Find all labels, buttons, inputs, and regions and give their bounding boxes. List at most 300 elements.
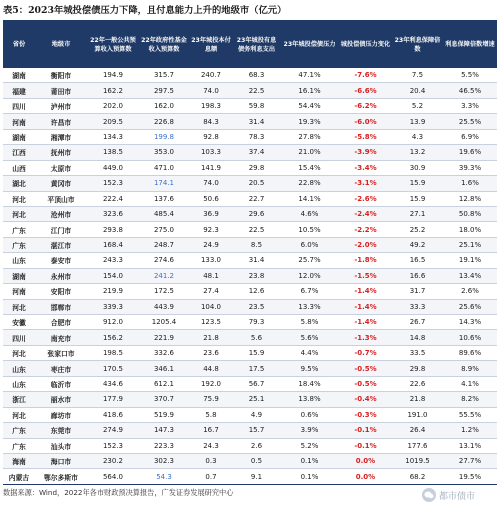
cell-coverage-growth: 19.6%	[443, 145, 497, 160]
table-row	[3, 438, 497, 453]
cell-fund-revenue: 297.5	[139, 83, 189, 98]
cell-city: 衡阳市	[35, 68, 87, 83]
cell-province: 湖北	[3, 176, 35, 191]
cell-interest-expense: 22.7	[233, 191, 280, 206]
table-row	[3, 191, 497, 206]
cell-fund-revenue: 346.1	[139, 361, 189, 376]
cell-principal-interest: 74.0	[189, 176, 233, 191]
table-title: 表5：2023年城投偿债压力下降，且付息能力上升的地级市（亿元）	[3, 5, 287, 16]
cell-interest-coverage: 1019.5	[392, 453, 443, 468]
cell-city: 丽水市	[35, 392, 87, 407]
cell-pressure-change: -0.1%	[339, 438, 392, 453]
cell-principal-interest: 23.6	[189, 345, 233, 360]
cell-city: 许昌市	[35, 114, 87, 129]
cell-principal-interest: 74.0	[189, 83, 233, 98]
cell-fund-revenue: 223.3	[139, 438, 189, 453]
cell-general-budget-revenue: 194.9	[87, 68, 139, 83]
cell-province: 山东	[3, 376, 35, 391]
cell-province: 四川	[3, 98, 35, 113]
cell-city: 黄冈市	[35, 176, 87, 191]
cell-principal-interest: 0.7	[189, 469, 233, 484]
cell-fund-revenue: 274.6	[139, 253, 189, 268]
cell-debt-pressure: 15.4%	[280, 160, 339, 175]
cell-debt-pressure: 4.6%	[280, 206, 339, 221]
cell-interest-coverage: 49.2	[392, 237, 443, 252]
cell-coverage-growth: 14.3%	[443, 315, 497, 330]
cell-city: 湛江市	[35, 237, 87, 252]
cell-principal-interest: 103.3	[189, 145, 233, 160]
cell-coverage-growth: 13.1%	[443, 438, 497, 453]
cell-pressure-change: -3.4%	[339, 160, 392, 175]
cell-province: 四川	[3, 330, 35, 345]
cell-debt-pressure: 18.4%	[280, 376, 339, 391]
cell-interest-expense: 17.5	[233, 361, 280, 376]
cell-interest-expense: 5.6	[233, 330, 280, 345]
cell-debt-pressure: 21.0%	[280, 145, 339, 160]
cell-province: 河北	[3, 206, 35, 221]
cell-principal-interest: 50.6	[189, 191, 233, 206]
cell-province: 内蒙古	[3, 469, 35, 484]
table-row	[3, 83, 497, 98]
cell-interest-coverage: 4.3	[392, 129, 443, 144]
cell-interest-coverage: 13.2	[392, 145, 443, 160]
header-city: 地级市	[35, 21, 87, 68]
cell-pressure-change: -0.5%	[339, 361, 392, 376]
cell-province: 安徽	[3, 315, 35, 330]
cell-general-budget-revenue: 168.4	[87, 237, 139, 252]
cell-interest-coverage: 68.2	[392, 469, 443, 484]
cell-interest-coverage: 31.7	[392, 284, 443, 299]
table-row	[3, 330, 497, 345]
cell-pressure-change: -0.3%	[339, 407, 392, 422]
cell-debt-pressure: 12.0%	[280, 268, 339, 283]
cell-general-budget-revenue: 202.0	[87, 98, 139, 113]
cell-general-budget-revenue: 134.3	[87, 129, 139, 144]
cell-city: 南充市	[35, 330, 87, 345]
cell-pressure-change: -6.2%	[339, 98, 392, 113]
header-interest-coverage: 23年利息保障倍数	[392, 21, 443, 68]
cell-province: 浙江	[3, 392, 35, 407]
cell-pressure-change: -7.6%	[339, 68, 392, 83]
cell-general-budget-revenue: 243.3	[87, 253, 139, 268]
cell-city: 安阳市	[35, 284, 87, 299]
cell-province: 河北	[3, 299, 35, 314]
cell-interest-coverage: 27.1	[392, 206, 443, 221]
cell-principal-interest: 24.3	[189, 438, 233, 453]
cell-general-budget-revenue: 219.9	[87, 284, 139, 299]
cell-city: 枣庄市	[35, 361, 87, 376]
cell-interest-coverage: 33.3	[392, 299, 443, 314]
cell-fund-revenue: 471.0	[139, 160, 189, 175]
cell-interest-expense: 59.8	[233, 98, 280, 113]
data-table	[3, 21, 497, 485]
cell-fund-revenue: 241.2	[139, 268, 189, 283]
wechat-logo-icon	[422, 488, 436, 502]
cell-city: 泸州市	[35, 98, 87, 113]
header-principal-interest: 23年城投本付息额	[189, 21, 233, 68]
cell-pressure-change: 0.0%	[339, 469, 392, 484]
cell-province: 湖南	[3, 129, 35, 144]
cell-city: 邯郸市	[35, 299, 87, 314]
cell-interest-coverage: 33.5	[392, 345, 443, 360]
cell-province: 山东	[3, 253, 35, 268]
cell-principal-interest: 48.1	[189, 268, 233, 283]
cell-coverage-growth: 50.8%	[443, 206, 497, 221]
cell-pressure-change: -3.9%	[339, 145, 392, 160]
cell-city: 江门市	[35, 222, 87, 237]
cell-interest-coverage: 7.5	[392, 68, 443, 83]
cell-interest-expense: 37.4	[233, 145, 280, 160]
table-row	[3, 361, 497, 376]
cell-debt-pressure: 6.7%	[280, 284, 339, 299]
cell-pressure-change: -1.4%	[339, 284, 392, 299]
cell-interest-expense: 8.5	[233, 237, 280, 252]
cell-interest-coverage: 30.9	[392, 160, 443, 175]
cell-debt-pressure: 16.1%	[280, 83, 339, 98]
table-row	[3, 392, 497, 407]
table-row	[3, 206, 497, 221]
table-row	[3, 315, 497, 330]
table-row	[3, 423, 497, 438]
cell-coverage-growth: 2.6%	[443, 284, 497, 299]
cell-province: 山东	[3, 361, 35, 376]
cell-principal-interest: 84.3	[189, 114, 233, 129]
cell-city: 平顶山市	[35, 191, 87, 206]
cell-city: 合肥市	[35, 315, 87, 330]
cell-interest-expense: 31.4	[233, 253, 280, 268]
cell-province: 福建	[3, 83, 35, 98]
cell-general-budget-revenue: 198.5	[87, 345, 139, 360]
cell-fund-revenue: 221.9	[139, 330, 189, 345]
table-row	[3, 129, 497, 144]
table-row	[3, 268, 497, 283]
cell-pressure-change: -3.1%	[339, 176, 392, 191]
cell-interest-coverage: 14.8	[392, 330, 443, 345]
cell-interest-coverage: 191.0	[392, 407, 443, 422]
cell-pressure-change: -2.2%	[339, 222, 392, 237]
cell-fund-revenue: 1205.4	[139, 315, 189, 330]
cell-fund-revenue: 519.9	[139, 407, 189, 422]
cell-pressure-change: -5.8%	[339, 129, 392, 144]
cell-coverage-growth: 27.7%	[443, 453, 497, 468]
table-row	[3, 222, 497, 237]
cell-principal-interest: 198.3	[189, 98, 233, 113]
cell-province: 河南	[3, 284, 35, 299]
header-debt-pressure: 23年城投偿债压力	[280, 21, 339, 68]
cell-fund-revenue: 226.8	[139, 114, 189, 129]
cell-principal-interest: 24.9	[189, 237, 233, 252]
cell-debt-pressure: 14.1%	[280, 191, 339, 206]
cell-pressure-change: -6.6%	[339, 83, 392, 98]
cell-debt-pressure: 10.5%	[280, 222, 339, 237]
cell-fund-revenue: 612.1	[139, 376, 189, 391]
cell-city: 太原市	[35, 160, 87, 175]
cell-debt-pressure: 5.6%	[280, 330, 339, 345]
header-pressure-change: 城投偿债压力变化	[339, 21, 392, 68]
cell-principal-interest: 133.0	[189, 253, 233, 268]
table-row	[3, 253, 497, 268]
cell-coverage-growth: 5.5%	[443, 68, 497, 83]
cell-principal-interest: 192.0	[189, 376, 233, 391]
cell-coverage-growth: 25.6%	[443, 299, 497, 314]
cell-general-budget-revenue: 154.0	[87, 268, 139, 283]
cell-interest-expense: 23.5	[233, 299, 280, 314]
header-general-budget-revenue: 22年一般公共预算收入预算数	[87, 21, 139, 68]
cell-pressure-change: 0.0%	[339, 453, 392, 468]
cell-principal-interest: 21.8	[189, 330, 233, 345]
cell-fund-revenue: 332.6	[139, 345, 189, 360]
cell-fund-revenue: 248.7	[139, 237, 189, 252]
cell-debt-pressure: 3.9%	[280, 423, 339, 438]
cell-pressure-change: -0.5%	[339, 376, 392, 391]
cell-interest-expense: 20.5	[233, 176, 280, 191]
cell-general-budget-revenue: 339.3	[87, 299, 139, 314]
cell-fund-revenue: 275.0	[139, 222, 189, 237]
cell-interest-expense: 9.1	[233, 469, 280, 484]
table-row	[3, 284, 497, 299]
cell-fund-revenue: 162.0	[139, 98, 189, 113]
cell-pressure-change: -0.4%	[339, 392, 392, 407]
cell-fund-revenue: 174.1	[139, 176, 189, 191]
cell-principal-interest: 44.8	[189, 361, 233, 376]
cell-interest-expense: 15.9	[233, 345, 280, 360]
table-row	[3, 453, 497, 468]
cell-interest-expense: 23.8	[233, 268, 280, 283]
cell-interest-expense: 15.7	[233, 423, 280, 438]
table-row	[3, 237, 497, 252]
cell-debt-pressure: 4.4%	[280, 345, 339, 360]
table-row	[3, 376, 497, 391]
cell-pressure-change: -1.5%	[339, 268, 392, 283]
cell-interest-expense: 4.9	[233, 407, 280, 422]
cell-interest-expense: 22.5	[233, 222, 280, 237]
cell-interest-coverage: 15.9	[392, 176, 443, 191]
cell-general-budget-revenue: 434.6	[87, 376, 139, 391]
header-coverage-growth: 利息保障倍数增速	[443, 21, 497, 68]
cell-city: 抚州市	[35, 145, 87, 160]
cell-principal-interest: 27.4	[189, 284, 233, 299]
cell-province: 湖南	[3, 68, 35, 83]
cell-interest-coverage: 13.9	[392, 114, 443, 129]
source-note: 数据来源：Wind，2022年各市财政预决算报告，广发证券发展研究中心	[3, 488, 234, 497]
cell-interest-coverage: 16.6	[392, 268, 443, 283]
cell-coverage-growth: 4.1%	[443, 376, 497, 391]
cell-principal-interest: 104.0	[189, 299, 233, 314]
cell-province: 广东	[3, 438, 35, 453]
cell-debt-pressure: 54.4%	[280, 98, 339, 113]
cell-general-budget-revenue: 156.2	[87, 330, 139, 345]
cell-principal-interest: 92.3	[189, 222, 233, 237]
cell-city: 海口市	[35, 453, 87, 468]
watermark	[422, 484, 498, 506]
cell-province: 江西	[3, 145, 35, 160]
cell-general-budget-revenue: 170.5	[87, 361, 139, 376]
table-row	[3, 176, 497, 191]
cell-interest-expense: 12.6	[233, 284, 280, 299]
cell-coverage-growth: 55.5%	[443, 407, 497, 422]
cell-debt-pressure: 27.8%	[280, 129, 339, 144]
cell-city: 汕头市	[35, 438, 87, 453]
cell-debt-pressure: 0.1%	[280, 469, 339, 484]
cell-principal-interest: 75.9	[189, 392, 233, 407]
cell-pressure-change: -2.6%	[339, 191, 392, 206]
table-row	[3, 98, 497, 113]
cell-pressure-change: -1.8%	[339, 253, 392, 268]
cell-fund-revenue: 147.3	[139, 423, 189, 438]
cell-city: 东莞市	[35, 423, 87, 438]
cell-city: 永州市	[35, 268, 87, 283]
cell-coverage-growth: 8.2%	[443, 392, 497, 407]
cell-coverage-growth: 89.6%	[443, 345, 497, 360]
cell-pressure-change: -2.0%	[339, 237, 392, 252]
cell-debt-pressure: 0.1%	[280, 453, 339, 468]
cell-fund-revenue: 54.3	[139, 469, 189, 484]
cell-fund-revenue: 443.9	[139, 299, 189, 314]
cell-interest-coverage: 22.6	[392, 376, 443, 391]
cell-coverage-growth: 12.8%	[443, 191, 497, 206]
cell-interest-coverage: 16.5	[392, 253, 443, 268]
cell-interest-expense: 25.1	[233, 392, 280, 407]
cell-interest-expense: 68.3	[233, 68, 280, 83]
cell-interest-coverage: 5.2	[392, 98, 443, 113]
cell-coverage-growth: 13.4%	[443, 268, 497, 283]
cell-coverage-growth: 19.1%	[443, 253, 497, 268]
cell-pressure-change: -0.1%	[339, 423, 392, 438]
cell-coverage-growth: 6.9%	[443, 129, 497, 144]
cell-fund-revenue: 172.5	[139, 284, 189, 299]
table-row	[3, 299, 497, 314]
cell-general-budget-revenue: 564.0	[87, 469, 139, 484]
cell-coverage-growth: 3.3%	[443, 98, 497, 113]
cell-interest-expense: 2.6	[233, 438, 280, 453]
cell-interest-expense: 22.5	[233, 83, 280, 98]
cell-province: 山西	[3, 160, 35, 175]
table-row	[3, 68, 497, 83]
cell-city: 临沂市	[35, 376, 87, 391]
cell-pressure-change: -1.4%	[339, 299, 392, 314]
cell-general-budget-revenue: 162.2	[87, 83, 139, 98]
cell-coverage-growth: 10.6%	[443, 330, 497, 345]
cell-interest-expense: 31.4	[233, 114, 280, 129]
cell-debt-pressure: 5.8%	[280, 315, 339, 330]
cell-province: 广东	[3, 237, 35, 252]
cell-province: 河北	[3, 191, 35, 206]
cell-general-budget-revenue: 449.0	[87, 160, 139, 175]
cell-coverage-growth: 8.9%	[443, 361, 497, 376]
cell-general-budget-revenue: 177.9	[87, 392, 139, 407]
cell-interest-expense: 0.5	[233, 453, 280, 468]
cell-city: 沧州市	[35, 206, 87, 221]
cell-general-budget-revenue: 152.3	[87, 176, 139, 191]
cell-fund-revenue: 315.7	[139, 68, 189, 83]
cell-pressure-change: -2.4%	[339, 206, 392, 221]
table-row	[3, 145, 497, 160]
watermark-text: 都市债市	[439, 491, 476, 502]
cell-principal-interest: 240.7	[189, 68, 233, 83]
header-fund-revenue: 22年政府性基金收入预算数	[139, 21, 189, 68]
cell-interest-coverage: 29.8	[392, 361, 443, 376]
cell-principal-interest: 0.3	[189, 453, 233, 468]
cell-debt-pressure: 0.6%	[280, 407, 339, 422]
header-interest-expense: 23年城投有息债务利息支出	[233, 21, 280, 68]
cell-province: 广东	[3, 222, 35, 237]
table-row	[3, 469, 497, 484]
table-header-row	[3, 21, 497, 68]
cell-interest-expense: 78.3	[233, 129, 280, 144]
table-row	[3, 407, 497, 422]
cell-general-budget-revenue: 222.4	[87, 191, 139, 206]
cell-debt-pressure: 9.5%	[280, 361, 339, 376]
cell-interest-coverage: 177.6	[392, 438, 443, 453]
cell-pressure-change: -1.3%	[339, 330, 392, 345]
cell-fund-revenue: 370.7	[139, 392, 189, 407]
cell-interest-coverage: 21.8	[392, 392, 443, 407]
cell-province: 河南	[3, 114, 35, 129]
cell-general-budget-revenue: 138.5	[87, 145, 139, 160]
cell-interest-expense: 79.3	[233, 315, 280, 330]
cell-general-budget-revenue: 230.2	[87, 453, 139, 468]
cell-interest-coverage: 15.9	[392, 191, 443, 206]
cell-interest-coverage: 26.7	[392, 315, 443, 330]
cell-principal-interest: 5.8	[189, 407, 233, 422]
cell-city: 湘潭市	[35, 129, 87, 144]
cell-province: 河北	[3, 345, 35, 360]
cell-coverage-growth: 19.5%	[443, 469, 497, 484]
cell-interest-coverage: 25.2	[392, 222, 443, 237]
cell-city: 鄂尔多斯市	[35, 469, 87, 484]
cell-city: 泰安市	[35, 253, 87, 268]
cell-coverage-growth: 1.2%	[443, 423, 497, 438]
cell-fund-revenue: 199.8	[139, 129, 189, 144]
cell-debt-pressure: 22.8%	[280, 176, 339, 191]
cell-province: 广东	[3, 423, 35, 438]
cell-fund-revenue: 137.6	[139, 191, 189, 206]
cell-pressure-change: -1.4%	[339, 315, 392, 330]
cell-city: 莆田市	[35, 83, 87, 98]
cell-interest-coverage: 26.4	[392, 423, 443, 438]
cell-city: 廊坊市	[35, 407, 87, 422]
cell-coverage-growth: 25.5%	[443, 114, 497, 129]
cell-coverage-growth: 25.1%	[443, 237, 497, 252]
cell-pressure-change: -6.0%	[339, 114, 392, 129]
table-row	[3, 114, 497, 129]
cell-coverage-growth: 1.6%	[443, 176, 497, 191]
cell-debt-pressure: 13.8%	[280, 392, 339, 407]
cell-coverage-growth: 39.3%	[443, 160, 497, 175]
cell-province: 河北	[3, 407, 35, 422]
cell-general-budget-revenue: 274.9	[87, 423, 139, 438]
cell-fund-revenue: 485.4	[139, 206, 189, 221]
table-body	[3, 68, 497, 484]
cell-debt-pressure: 19.3%	[280, 114, 339, 129]
cell-principal-interest: 16.7	[189, 423, 233, 438]
cell-debt-pressure: 13.3%	[280, 299, 339, 314]
cell-pressure-change: -0.7%	[339, 345, 392, 360]
cell-debt-pressure: 5.2%	[280, 438, 339, 453]
cell-coverage-growth: 46.5%	[443, 83, 497, 98]
cell-general-budget-revenue: 293.8	[87, 222, 139, 237]
cell-general-budget-revenue: 209.5	[87, 114, 139, 129]
cell-fund-revenue: 302.3	[139, 453, 189, 468]
cell-general-budget-revenue: 912.0	[87, 315, 139, 330]
cell-interest-expense: 29.8	[233, 160, 280, 175]
cell-debt-pressure: 47.1%	[280, 68, 339, 83]
cell-interest-expense: 29.6	[233, 206, 280, 221]
header-province: 省份	[3, 21, 35, 68]
cell-fund-revenue: 353.0	[139, 145, 189, 160]
cell-province: 海南	[3, 453, 35, 468]
cell-principal-interest: 141.9	[189, 160, 233, 175]
